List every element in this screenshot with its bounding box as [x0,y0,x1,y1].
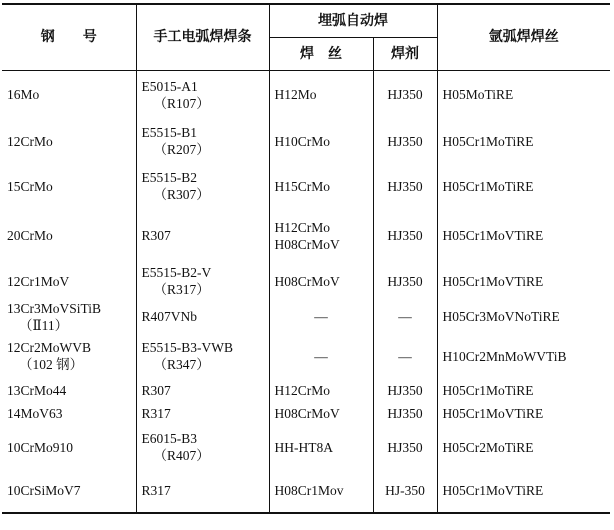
electrode-model: E6015-B3 [141,431,197,446]
cell-flux: HJ350 [373,164,437,209]
wire-model: H08Cr1Mov [274,483,344,498]
steel-grade: 15CrMo [7,178,53,194]
cell-argon-wire: H05Cr1MoVTiRE [437,263,610,300]
electrode-brand: （R347） [153,357,210,372]
wire-model: H12Mo [274,87,317,103]
steel-grade: 12CrMo [7,133,53,149]
table-row [2,379,610,402]
cell-electrode [136,164,269,209]
wire-model: H08CrMoV [274,236,340,252]
cell-steel-grade [2,263,136,300]
cell-wire [269,263,373,300]
cell-flux: HJ350 [373,71,437,119]
cell-wire [269,209,373,263]
steel-grade: 10CrMo910 [7,439,74,455]
steel-grade: 16Mo [7,87,40,103]
cell-wire [269,164,373,209]
table-row [2,425,610,470]
cell-flux: HJ350 [373,402,437,425]
cell-flux: HJ350 [373,209,437,263]
electrode-brand: （R307） [153,187,210,202]
table-header [2,4,610,71]
cell-flux: HJ350 [373,425,437,470]
steel-grade: 12Cr2MoWVB [7,340,91,355]
cell-argon-wire: H05Cr1MoVTiRE [437,470,610,513]
wire-alt: H12CrMo [274,219,331,235]
cell-argon-wire: H05Cr2MoTiRE [437,425,610,470]
electrode-model: E5515-B2-V [141,265,212,280]
cell-wire [269,119,373,164]
header-argon-arc-wire: 氩弧焊焊丝 [437,4,610,71]
table-body [2,71,610,513]
electrode-brand: （R407） [153,448,210,463]
cell-steel-grade [2,119,136,164]
steel-grade-note: （102 钢） [19,357,84,372]
cell-electrode [136,470,269,513]
electrode-model: E5515-B2 [141,170,197,185]
electrode-brand: （R207） [153,142,210,157]
header-manual-arc-electrode: 手工电弧焊焊条 [136,4,269,71]
cell-electrode [136,209,269,263]
table-row [2,470,610,513]
electrode-model: R307 [141,228,171,243]
welding-materials-table [2,3,610,514]
table-row [2,300,610,334]
wire-model: HH-HT8A [274,439,333,455]
cell-wire [269,300,373,334]
wire-model: H10CrMo [274,133,331,149]
table-row [2,119,610,164]
cell-flux: HJ-350 [373,470,437,513]
cell-steel-grade [2,300,136,334]
cell-electrode [136,425,269,470]
wire-model: H08CrMoV [274,273,340,289]
cell-flux: HJ350 [373,379,437,402]
cell-wire [269,425,373,470]
cell-wire [269,334,373,379]
cell-steel-grade [2,470,136,513]
cell-steel-grade [2,402,136,425]
steel-grade: 12Cr1MoV [7,273,70,289]
cell-steel-grade [2,164,136,209]
cell-argon-wire: H05Cr1MoTiRE [437,119,610,164]
table-row [2,209,610,263]
wire-model: — [314,348,328,364]
cell-flux: HJ350 [373,263,437,300]
electrode-model: R407VNb [141,309,198,324]
cell-steel-grade [2,379,136,402]
cell-argon-wire: H05Cr1MoVTiRE [437,209,610,263]
cell-argon-wire: H05Cr1MoTiRE [437,164,610,209]
header-wire: 焊 丝 [269,38,373,71]
steel-grade: 14MoV63 [7,405,63,421]
header-submerged-arc: 埋弧自动焊 [269,4,437,38]
cell-electrode [136,300,269,334]
electrode-model: R307 [141,382,171,398]
cell-electrode [136,263,269,300]
cell-wire [269,402,373,425]
cell-wire [269,379,373,402]
steel-grade-note: （Ⅱ11） [19,317,69,333]
steel-grade: 20CrMo [7,228,53,243]
header-flux: 焊剂 [373,38,437,71]
steel-grade: 13Cr3MoVSiTiB [7,300,102,316]
cell-electrode [136,334,269,379]
electrode-brand: （R317） [153,282,210,297]
cell-flux: — [373,334,437,379]
electrode-model: R317 [141,483,171,498]
cell-argon-wire: H05Cr1MoTiRE [437,379,610,402]
wire-model: H08CrMoV [274,405,340,421]
electrode-model: R317 [141,405,171,421]
cell-electrode [136,402,269,425]
cell-wire [269,470,373,513]
cell-electrode [136,119,269,164]
table-row [2,263,610,300]
steel-grade: 10CrSiMoV7 [7,483,81,498]
wire-model: H15CrMo [274,178,331,194]
cell-flux: HJ350 [373,119,437,164]
header-steel-grade: 钢 号 [40,30,97,45]
cell-steel-grade [2,425,136,470]
electrode-model: E5515-B3-VWB [141,340,233,355]
electrode-model: E5515-B1 [141,125,197,140]
cell-steel-grade [2,334,136,379]
cell-argon-wire: H10Cr2MnMoWVTiB [437,334,610,379]
table-row [2,334,610,379]
wire-model: H12CrMo [274,382,331,398]
table-row [2,71,610,119]
cell-wire [269,71,373,119]
table-row [2,402,610,425]
table-row [2,164,610,209]
cell-argon-wire: H05Cr1MoVTiRE [437,402,610,425]
cell-electrode [136,379,269,402]
electrode-brand: （R107） [153,95,210,111]
cell-argon-wire: H05MoTiRE [437,71,610,119]
cell-argon-wire: H05Cr3MoVNoTiRE [437,300,610,334]
steel-grade: 13CrMo44 [7,382,67,398]
cell-steel-grade [2,209,136,263]
electrode-model: E5015-A1 [141,78,198,94]
wire-model: — [314,309,328,324]
cell-steel-grade [2,71,136,119]
cell-flux: — [373,300,437,334]
cell-electrode [136,71,269,119]
